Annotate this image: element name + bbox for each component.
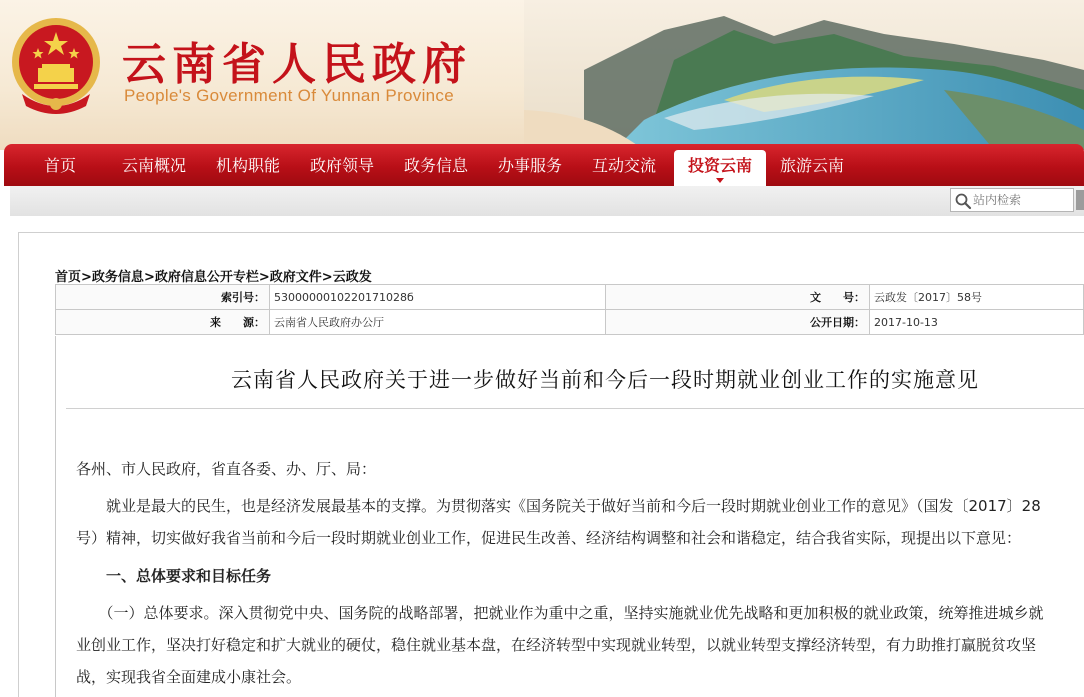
national-emblem: [8, 14, 104, 118]
search-button[interactable]: [1076, 190, 1084, 210]
doc-paragraph-line: （一）总体要求。深入贯彻党中央、国务院的战略部署，把就业作为重中之重，坚持实施就业优先战略和更加积极的就业政策，统筹推进城乡就: [76, 604, 1044, 622]
meta-index-value: 5300000010220171028б: [270, 285, 606, 310]
meta-index-label: 索引号：: [56, 285, 270, 310]
breadcrumb-disclosure[interactable]: 政府信息公开专栏: [154, 270, 259, 285]
breadcrumb-gov-docs[interactable]: 政府文件: [269, 270, 322, 285]
landscape-image: [524, 0, 1084, 150]
site-banner: [0, 0, 1084, 150]
search-icon[interactable]: [954, 192, 972, 210]
nav-item-gov-info[interactable]: 政务信息: [403, 156, 468, 175]
nav-item-overview[interactable]: 云南概况: [121, 156, 186, 175]
nav-item-services[interactable]: 办事服务: [497, 156, 562, 175]
nav-item-home[interactable]: 首页: [43, 156, 76, 175]
site-subtitle: People's Government Of Yunnan Province: [124, 86, 454, 105]
nav-item-tourism[interactable]: 旅游云南: [779, 156, 844, 175]
search-input[interactable]: [973, 191, 1069, 209]
nav-item-leaders[interactable]: 政府领导: [309, 156, 374, 175]
doc-paragraph-line: 战，实现我省全面建成小康社会。: [76, 668, 302, 686]
meta-source-label: 来 源：: [56, 310, 270, 335]
title-divider: [66, 408, 1084, 409]
document-title: 云南省人民政府关于进一步做好当前和今后一段时期就业创业工作的实施意见: [231, 368, 979, 392]
main-nav: [4, 144, 1084, 186]
breadcrumb-home[interactable]: 首页: [55, 270, 82, 285]
sub-bar: [10, 186, 1084, 216]
site-search: [950, 188, 1074, 212]
doc-paragraph-line: 业创业工作，坚决打好稳定和扩大就业的硬仗，稳住就业基本盘，在经济转型中实现就业转型，以就业转型支撑经济转型，有力助推打赢脱贫攻坚: [76, 636, 1037, 654]
meta-docno-label: 文 号：: [606, 285, 870, 310]
breadcrumb-gov-info[interactable]: 政务信息: [91, 270, 144, 285]
nav-item-invest[interactable]: 投资云南: [674, 150, 766, 186]
doc-salutation: 各州、市人民政府，省直各委、办、厅、局：: [76, 460, 377, 478]
doc-paragraph-line: 就业是最大的民生，也是经济发展最基本的支撑。为贯彻落实《国务院关于做好当前和今后一段时期就业创业工作的意见》（国发〔2017〕28: [76, 497, 1041, 515]
site-title: 云南省人民政府: [122, 39, 472, 90]
meta-date-value: 2017-10-13: [870, 310, 1084, 335]
nav-item-interaction[interactable]: 互动交流: [591, 156, 656, 175]
document-meta-table: [55, 284, 1084, 335]
breadcrumb-yzf[interactable]: 云政发: [332, 270, 372, 285]
meta-date-label: 公开日期：: [606, 310, 870, 335]
meta-source-value: 云南省人民政府办公厅: [270, 310, 606, 335]
doc-paragraph-line: 号）精神，切实做好我省当前和今后一段时期就业创业工作，促进民生改善、经济结构调整和社会和谐稳定，结合我省实际，现提出以下意见：: [76, 529, 1022, 547]
doc-section-heading: 一、总体要求和目标任务: [76, 567, 272, 585]
nav-item-institutions[interactable]: 机构职能: [215, 156, 280, 175]
meta-docno-value: 云政发〔2017〕58号: [870, 285, 1084, 310]
breadcrumb: 首页>政务信息>政府信息公开专栏>政府文件>云政发: [55, 270, 372, 285]
